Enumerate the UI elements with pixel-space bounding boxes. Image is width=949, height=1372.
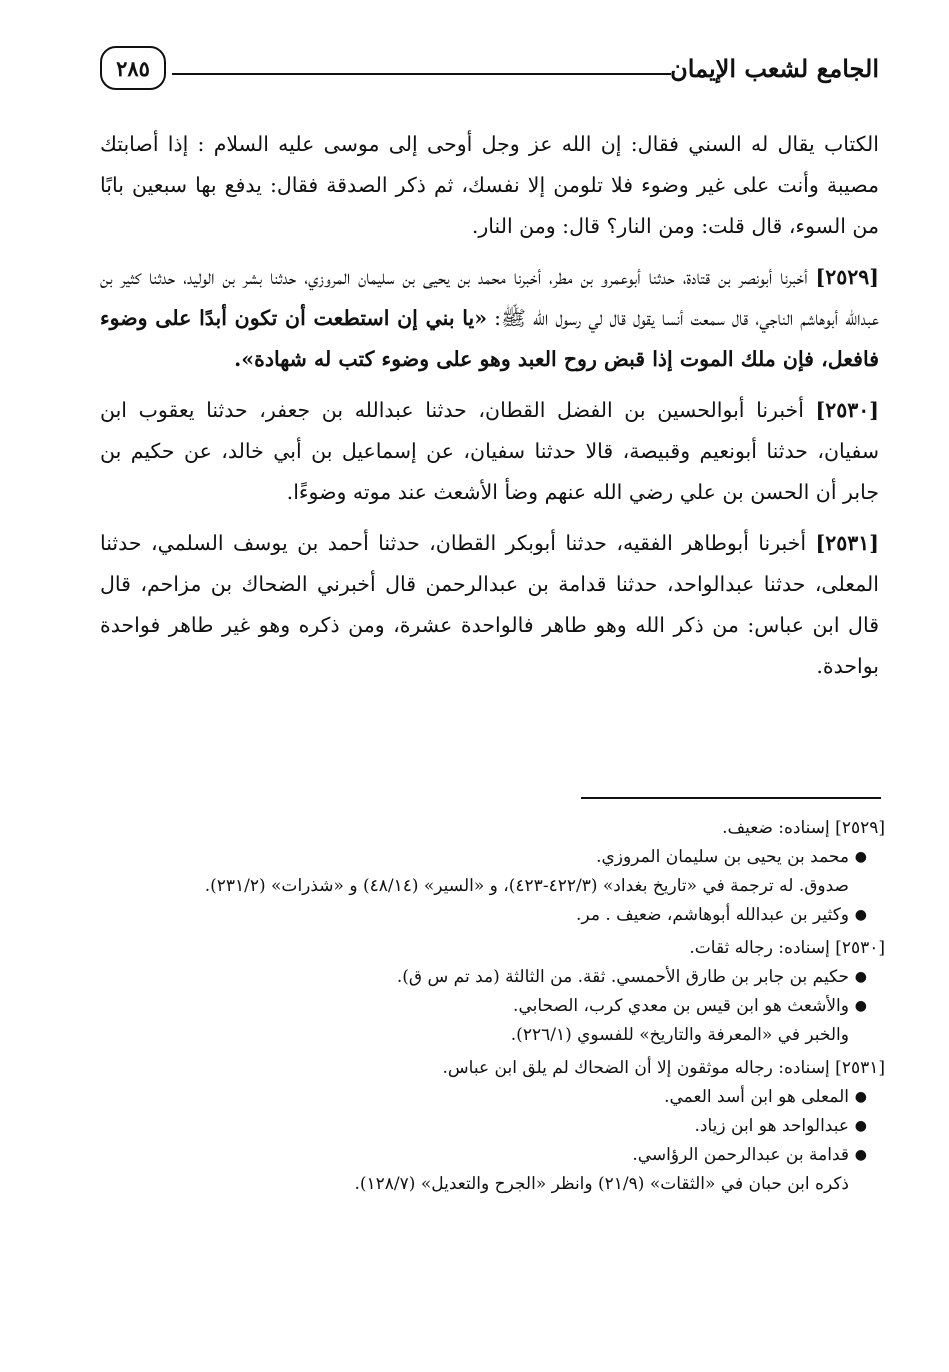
footnote-item-text: عبدالواحد هو ابن زياد. [694,1116,849,1136]
footnote-2530 [100,934,885,1050]
footnotes [100,814,885,1203]
hadith-2529 [100,257,879,380]
footnote-heading: [٢٥٣١] إسناده: رجاله موثقون إلا أن الضحاك لم يلق ابن عباس. [442,1058,885,1078]
hadith-chain: أخبرنا أبوالحسين بن الفضل القطان، حدثنا عبدالله بن جعفر، حدثنا يعقوب ابن سفيان، حدثنا أبونعيم وقبيصة، قالا حدثنا سفيان، عن إسماعيل بن أبي خالد، عن حكيم بن جابر أن الحسن بن علي رضي الله عنهم وضأ الأشعث عند موته وضوءًا. [100,398,879,504]
footnote-separator [581,797,881,799]
footnote-heading: [٢٥٢٩] إسناده: ضعيف. [722,818,885,838]
footnote-note: صدوق. له ترجمة في «تاريخ بغداد» (٤٢٢/٣-٤٢٣)، و «السير» (٤٨/١٤) و «شذرات» (٢٣١/٢). [204,876,849,896]
footnote-item-text: قدامة بن عبدالرحمن الرؤاسي. [632,1145,849,1165]
list-item [100,963,867,992]
list-item [100,1112,867,1141]
hadith-number: [٢٥٣١] [815,531,879,555]
hadith-2531 [100,523,879,687]
hadith-chain: أخبرنا أبوطاهر الفقيه، حدثنا أبوبكر القطان، حدثنا أحمد بن يوسف السلمي، حدثنا المعلى، حدثنا عبدالواحد، حدثنا قدامة بن عبدالرحمن قال أخبرني الضحاك بن مزاحم، قال قال ابن عباس: من ذكر الله وهو طاهر فالواحدة عشرة، ومن ذكره وهو غير طاهر فواحدة بواحدة. [100,531,879,678]
list-item [100,992,867,1021]
running-title: الجامع لشعب الإيمان [670,54,879,83]
footnote-item-text: حكيم بن جابر بن طارق الأحمسي. ثقة. من الثالثة (مد تم س ق). [396,967,849,987]
footnote-item-text: وكثير بن عبدالله أبوهاشم، ضعيف . مر. [576,905,849,925]
footnote-note: ذكره ابن حبان في «الثقات» (٢١/٩) وانظر «الجرح والتعديل» (١٢٨/٧). [354,1174,849,1194]
paragraph-continuation: الكتاب يقال له السني فقال: إن الله عز وجل أوحى إلى موسى عليه السلام : إذا أصابتك مصيبة وأنت على غير وضوء فلا تلومن إلا نفسك، ثم ذكر الصدقة فقال: يدفع بها سبعين بابًا من السوء، قال قلت: ومن النار؟ قال: ومن النار. [100,132,879,238]
header-rule [172,73,671,75]
list-item [100,843,867,872]
list-item [100,1141,867,1170]
list-item [100,901,867,930]
hadith-number: [٢٥٢٩] [815,265,879,289]
hadith-2530 [100,390,879,513]
bullet-icon: ● [854,969,867,985]
footnote-2529 [100,814,885,930]
page-number: ٢٨٥ [100,46,166,90]
footnote-heading: [٢٥٣٠] إسناده: رجاله ثقات. [689,938,885,958]
hadith-text: «يا بني إن استطعت أن تكون أبدًا على وضوء فافعل، فإن ملك الموت إذا قبض روح العبد وهو على وضوء كتب له شهادة». [100,306,879,371]
bullet-icon: ● [854,1089,867,1105]
hadith-number: [٢٥٣٠] [815,398,879,422]
list-item [100,1083,867,1112]
footnote-list [100,1083,885,1170]
footnote-list [100,963,885,1021]
page-header [100,46,879,98]
bullet-icon: ● [854,1147,867,1163]
bullet-icon: ● [854,998,867,1014]
bullet-icon: ● [854,907,867,923]
bullet-icon: ● [854,849,867,865]
footnote-2531 [100,1054,885,1199]
footnote-item-text: المعلى هو ابن أسد العمي. [664,1087,849,1107]
footnote-item-text: محمد بن يحيى بن سليمان المروزي. [596,847,849,867]
main-text [100,124,879,697]
footnote-list [100,843,885,872]
hadith-chain: أخبرنا أبونصر بن قتادة، حدثنا أبوعمرو بن مطر، أخبرنا محمد بن يحيى بن سليمان المروزي، حدثنا بشر بن الوليد، حدثنا كثير بن عبدالله أبوهاشم الناجي، قال سمعت أنسا يقول قال لي رسول الله ﷺ: [100,265,879,330]
footnote-item-text: والأشعث هو ابن قيس بن معدي كرب، الصحابي. [513,996,849,1016]
bullet-icon: ● [854,1118,867,1134]
footnote-list [100,901,885,930]
footnote-note: والخبر في «المعرفة والتاريخ» للفسوي (٢٢٦/١). [510,1025,849,1045]
